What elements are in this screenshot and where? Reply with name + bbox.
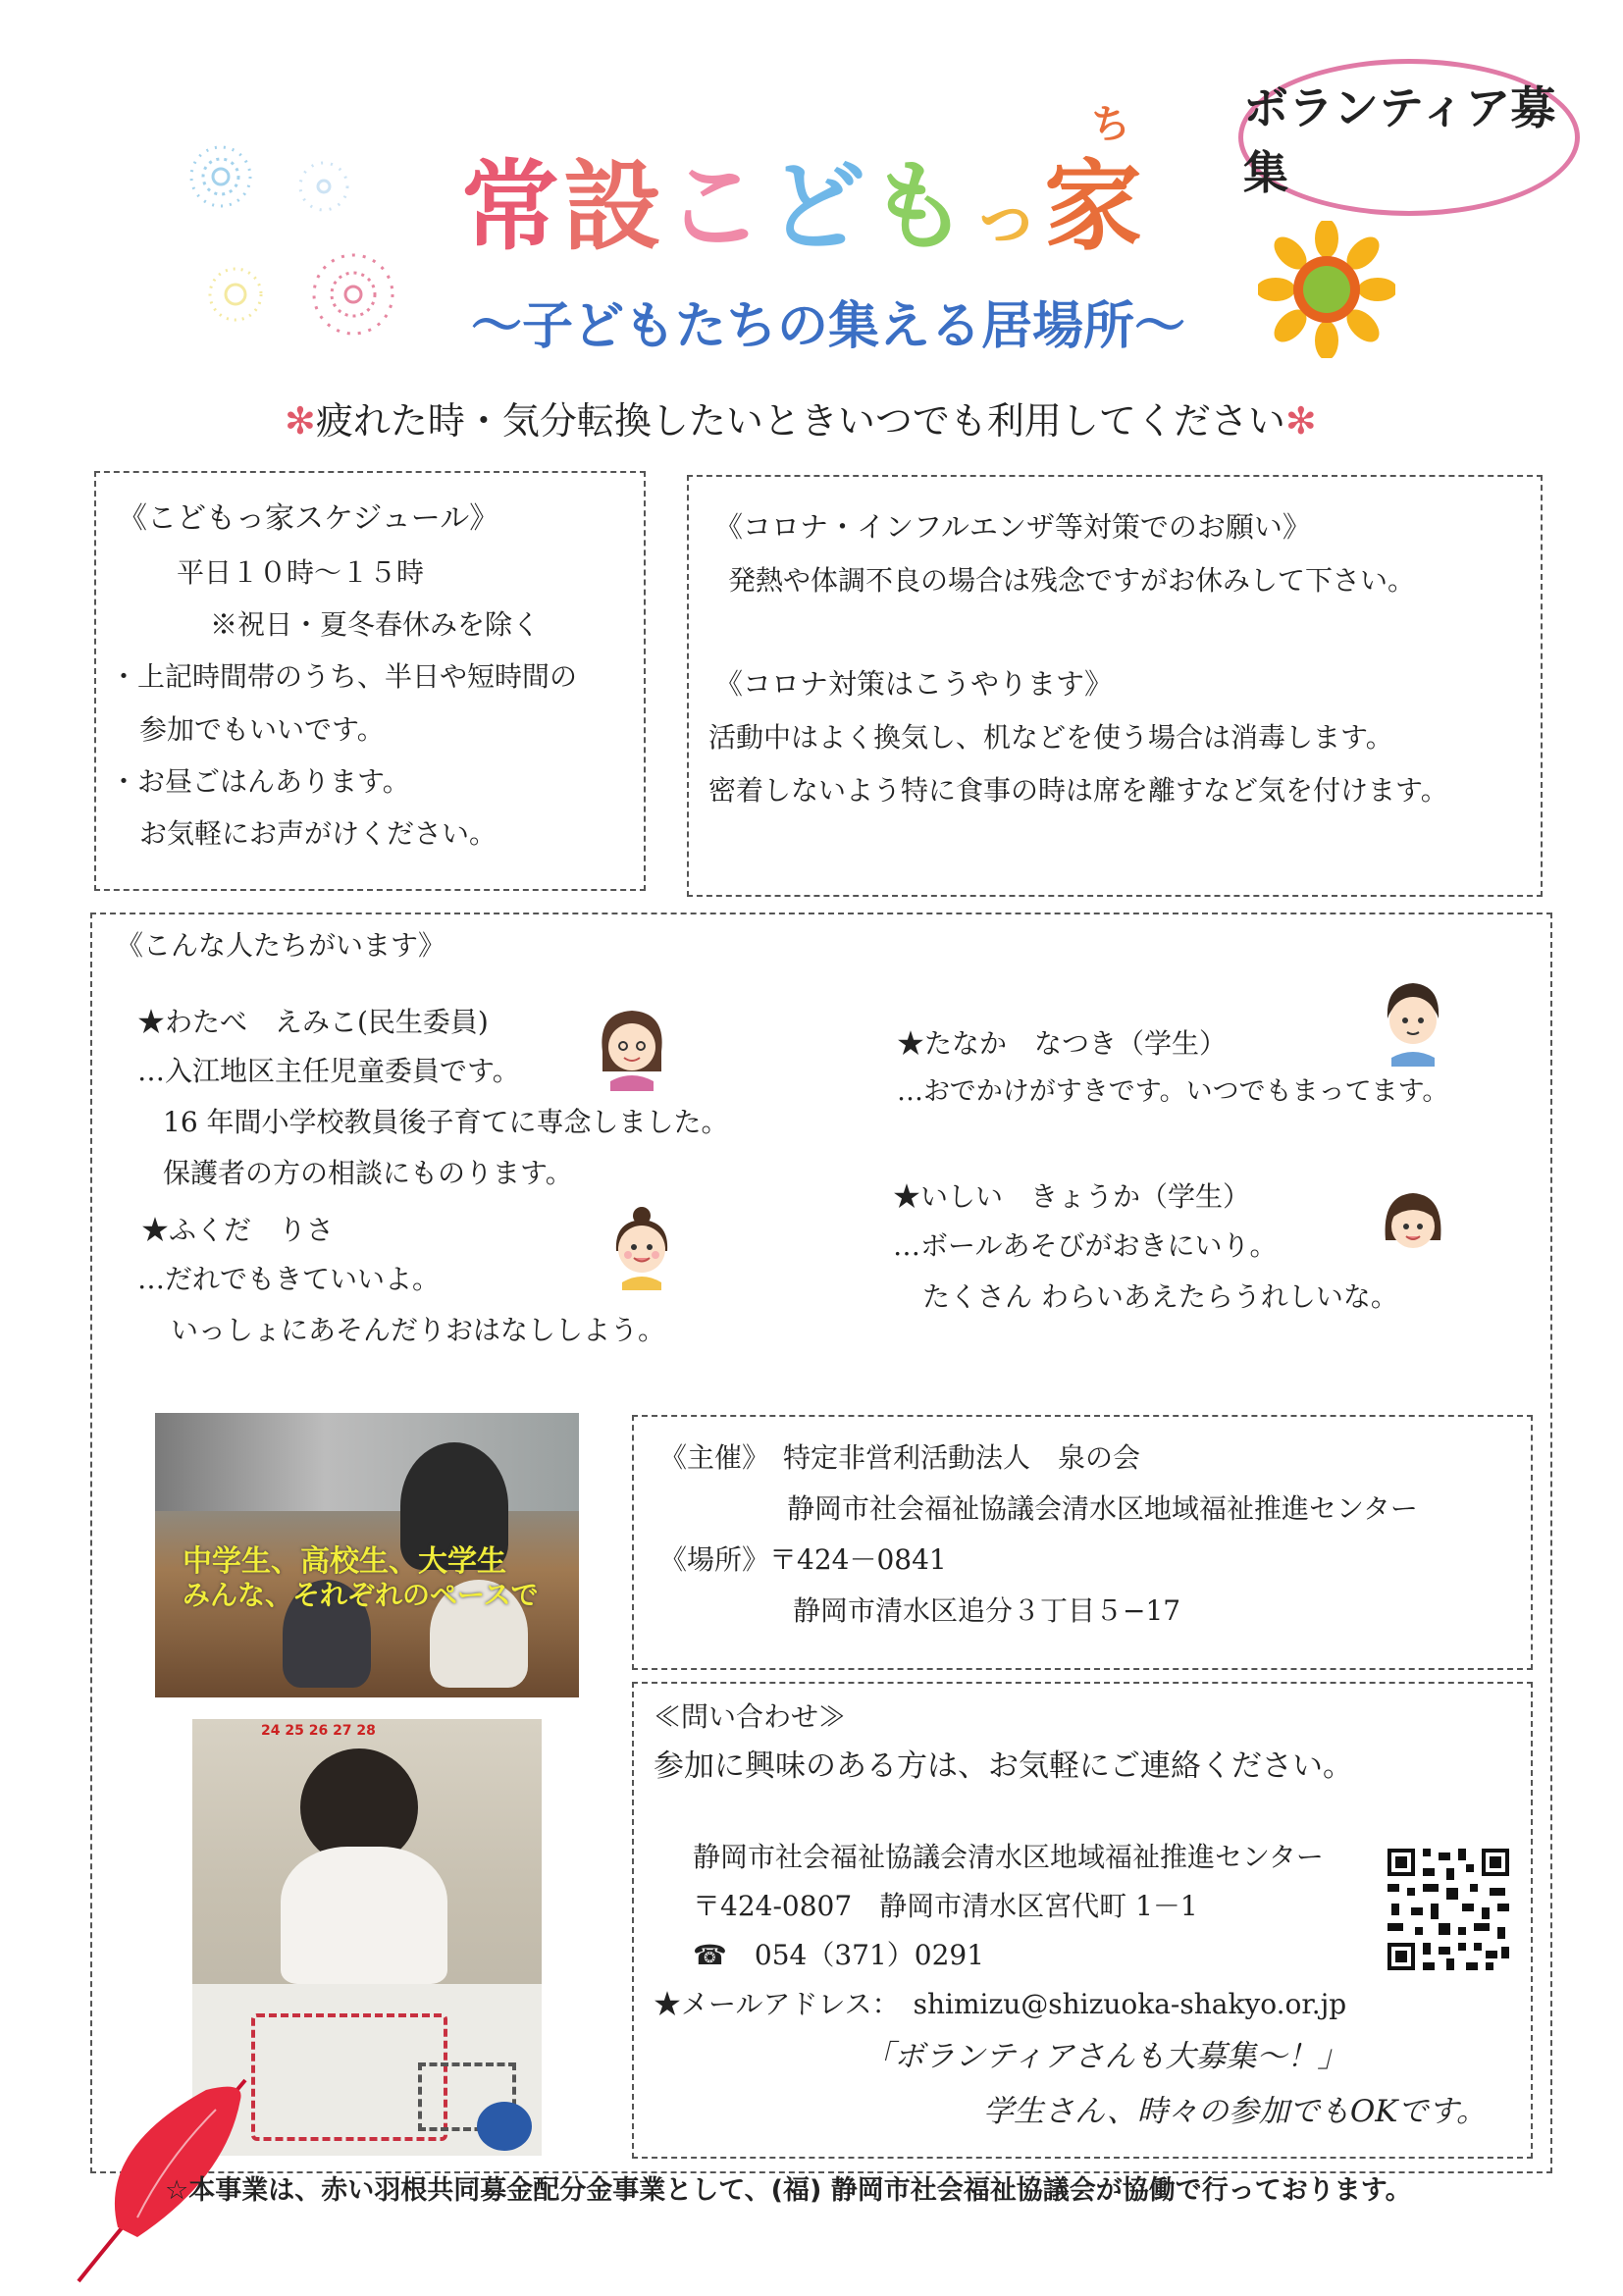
- person-name: ★ふくだ りさ: [141, 1214, 335, 1246]
- sunflower-icon: [1258, 221, 1395, 358]
- activity-photo: [155, 1413, 579, 1697]
- person-line: いっしょにあそんだりおはなししよう。: [171, 1314, 666, 1346]
- title-char: こ: [665, 149, 767, 264]
- person-line: 保護者の方の相談にものります。: [163, 1157, 573, 1189]
- corona-line: 発熱や体調不良の場合は残念ですがお休みして下さい。: [728, 564, 1416, 598]
- place-line: [659, 1535, 1531, 1586]
- fireworks-decoration: [177, 128, 432, 353]
- place-zip: 〒424－0841: [769, 1543, 947, 1576]
- person-name: ★わたべ えみこ(民生委員): [137, 1006, 489, 1038]
- place-label: 《場所》: [659, 1543, 770, 1576]
- corona-line: 密着しないよう特に食事の時は席を離すなど気を付けます。: [708, 773, 1448, 807]
- title-char: も: [869, 149, 971, 264]
- title-char: 設: [563, 149, 665, 264]
- person-line: …だれでもきていいよ。: [137, 1263, 441, 1295]
- schedule-line: ・上記時間帯のうち、半日や短時間の: [110, 660, 578, 694]
- person-line: …おでかけがすきです。いつでもまってます。: [897, 1076, 1449, 1107]
- title-ruby: ち: [1091, 102, 1130, 147]
- photo-caption: 中学生、高校生、大学生: [183, 1544, 506, 1579]
- person-line: たくさん わらいあえたらうれしいな。: [922, 1280, 1398, 1313]
- woman-avatar-icon: [593, 1003, 671, 1091]
- person-line: 16 年間小学校教員後子育てに専念しました。: [163, 1106, 729, 1138]
- schedule-heading: 《こどもっ家スケジュール》: [118, 501, 499, 536]
- mail-label: ★メールアドレス：: [654, 1988, 886, 2020]
- schedule-line: お気軽にお声がけください。: [139, 816, 497, 850]
- organizer-box: [632, 1415, 1533, 1670]
- girl-student-avatar-icon: [1378, 1181, 1448, 1270]
- contact-lead: 参加に興味のある方は、お気軽にご連絡ください。: [654, 1748, 1353, 1784]
- person-card: [137, 999, 765, 1199]
- footer-note: ☆本事業は、赤い羽根共同募金配分金事業として、(福) 静岡市社会福祉協議会が協働で行っております。: [165, 2175, 1412, 2206]
- title-char: 常: [461, 149, 563, 264]
- person-line: …ボールあそびがおきにいり。: [893, 1229, 1278, 1262]
- page-subtitle: ～子どもたちの集える居場所～: [471, 297, 1186, 356]
- organizer-label: 《主催》: [659, 1441, 757, 1474]
- photo-caption: みんな、それぞれのペースで: [183, 1579, 539, 1611]
- schedule-box: [94, 471, 646, 891]
- tagline-text: 疲れた時・気分転換したいときいつでも利用してください: [315, 399, 1285, 443]
- corona-box: [687, 475, 1543, 897]
- person-name: ★たなか なつき（学生）: [897, 1027, 1228, 1060]
- photo-window: [155, 1413, 579, 1511]
- person-line: …入江地区主任児童委員です。: [137, 1055, 520, 1087]
- contact-appeal: 学生さん、時々の参加でもOKです。: [983, 2094, 1487, 2129]
- contact-appeal: 「ボランティアさんも大募集～！」: [864, 2039, 1348, 2074]
- schedule-line: ※祝日・夏冬春休みを除く: [210, 608, 541, 642]
- schedule-line: 平日１０時～１５時: [177, 556, 425, 589]
- corona-line: 活動中はよく換気し、机などを使う場合は消毒します。: [708, 721, 1393, 755]
- photo-child: [281, 1847, 447, 1984]
- corona-heading: 《コロナ・インフルエンザ等対策でのお願い》: [714, 510, 1311, 544]
- phone-icon: ☎: [693, 1939, 727, 1971]
- contact-address: 〒424-0807 静岡市清水区宮代町 1－1: [693, 1890, 1198, 1922]
- asterisk-icon: ✻: [285, 399, 316, 443]
- asterisk-icon: ✻: [1284, 399, 1317, 443]
- tagline: [285, 391, 1317, 444]
- volunteer-badge: ボランティア募集: [1238, 59, 1580, 216]
- title-char: ど: [767, 149, 869, 264]
- contact-mail: [654, 1980, 1531, 2029]
- organizer-name: 静岡市社会福祉協議会清水区地域福祉推進センター: [787, 1492, 1418, 1525]
- qr-code-icon[interactable]: [1384, 1845, 1513, 1974]
- girl-avatar-icon: [602, 1202, 681, 1290]
- person-name: ★いしい きょうか（学生）: [893, 1180, 1251, 1213]
- page-title: [461, 128, 1146, 269]
- photo-calendar: 24 25 26 27 28: [261, 1723, 376, 1739]
- organizer-line: [659, 1433, 1531, 1484]
- boy-avatar-icon: [1374, 973, 1452, 1067]
- schedule-line: 参加でもいいです。: [139, 712, 385, 746]
- title-char: っ: [971, 177, 1044, 257]
- corona-heading: 《コロナ対策はこうやります》: [714, 667, 1114, 702]
- title-char: 家: [1044, 149, 1146, 264]
- organizer-name: 特定非営利活動法人 泉の会: [783, 1441, 1141, 1474]
- photo-cup: [477, 2102, 532, 2151]
- contact-heading: ≪問い合わせ≫: [654, 1700, 847, 1733]
- mail-address[interactable]: shimizu@shizuoka-shakyo.or.jp: [913, 1988, 1347, 2020]
- schedule-line: ・お昼ごはんあります。: [110, 764, 410, 798]
- contact-org: 静岡市社会福祉協議会清水区地域福祉推進センター: [693, 1841, 1324, 1873]
- phone-number: 054（371）0291: [754, 1939, 985, 1971]
- people-heading: 《こんな人たちがいます》: [116, 929, 446, 962]
- place-address: 静岡市清水区追分３丁目５−17: [793, 1594, 1181, 1627]
